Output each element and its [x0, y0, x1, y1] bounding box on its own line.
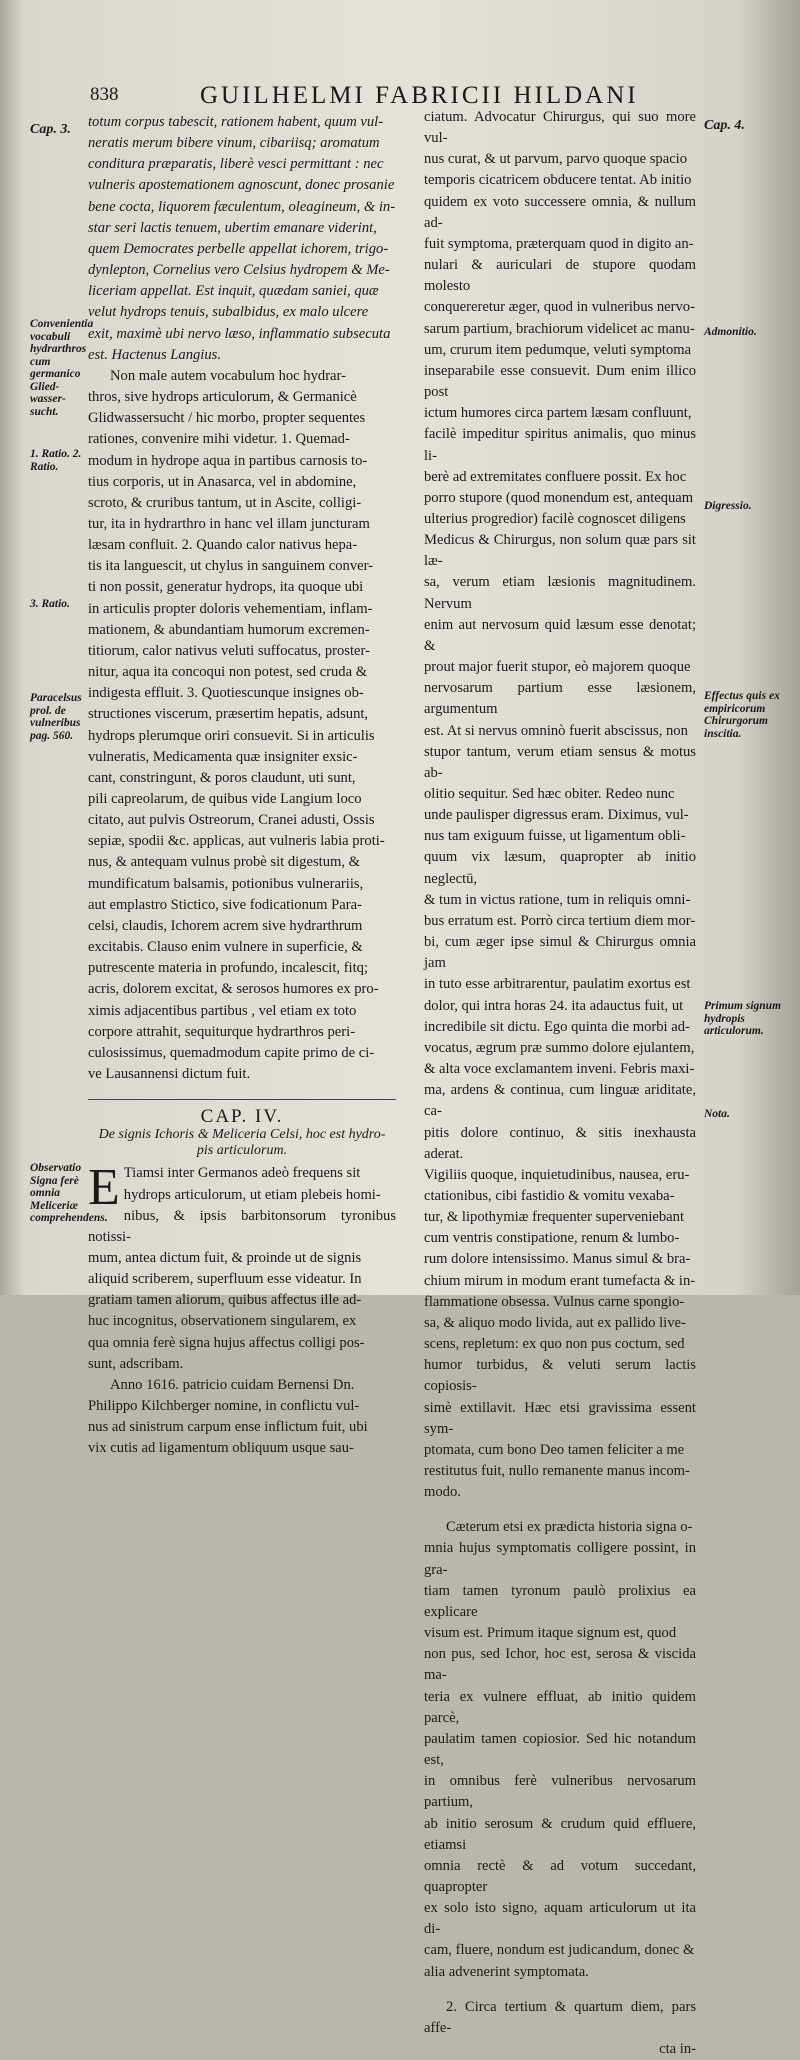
text-line: aliquid scriberem, superfluum esse videatur. In: [88, 1271, 362, 1288]
text-line: Glidwassersucht / hic morbo, propter sequentes: [88, 410, 366, 427]
text-line: rum dolore intensissimo. Manus simul & bra-: [424, 1251, 691, 1268]
text-line: Vigiliis quoque, inquietudinibus, nausea, eru-: [424, 1166, 690, 1183]
text-line: nervosarum partium esse læsionem, argumentum: [424, 680, 696, 718]
text-line: ciatum. Advocatur Chirurgus, qui suo more vul-: [424, 109, 696, 147]
text-line: modum in hydrope aqua in partibus carnosis to-: [88, 452, 368, 469]
text-line: bi, cum æger ipse simul & Chirurgus omnia jam: [424, 934, 696, 972]
margin-note-primum: Primum signum hydropis articulorum.: [704, 1000, 782, 1037]
text-line: dynlepton, Cornelius vero Celsius hydropem & Me-: [88, 262, 390, 279]
text-line: neratis merum bibere vinum, cibariisq; aromatum: [88, 135, 380, 152]
text-line: ve Lausannensi dictum fuit.: [88, 1066, 251, 1083]
text-line: cum ventris constipatione, renum & lumbo-: [424, 1230, 680, 1247]
text-line: scroto, & cruribus tantum, ut in Ascite, colligi-: [88, 494, 362, 511]
text-line: bene cocta, liquorem fæculentum, oleagineum, & in-: [88, 198, 396, 215]
text-line: ctationibus, cibi fastidio & vomitu vexaba-: [424, 1187, 675, 1204]
text-line: inseparabile esse consuevit. Dum enim illico post: [424, 362, 696, 401]
text-line: mum, antea dictum fuit, & proinde ut de signis: [88, 1249, 362, 1266]
text-line: simè extillavit. Hæc etsi gravissima essent sym-: [424, 1399, 696, 1437]
page-number: 838: [90, 84, 119, 105]
left-intro-paragraph: [88, 112, 396, 366]
text-line: temporis cicatricem obducere tentat. Ab initio: [424, 172, 692, 189]
text-line: porro stupore (quod monendum est, antequam: [424, 489, 694, 506]
text-line: ulterius progredior) facilè cognoscet diligens: [424, 510, 686, 527]
text-line: vix cutis ad ligamentum obliquum usque sau-: [88, 1440, 354, 1457]
margin-note-paracelsus: Paracelsus prol. de vulneribus pag. 560.: [30, 692, 82, 742]
text-line: visum est. Primum itaque signum est, quod: [424, 1625, 677, 1642]
text-line: star seri lactis tenuem, ubertim emanare viderint,: [88, 219, 377, 236]
text-line: Anno 1616. patricio cuidam Bernensi Dn.: [110, 1376, 355, 1393]
text-line: pitis dolore continuo, & sitis inexhausta aderat.: [424, 1124, 696, 1162]
text-line: totum corpus tabescit, rationem habent, quum vul-: [88, 114, 384, 130]
text-line: conquereretur æger, quod in vulneribus nervo-: [424, 299, 695, 316]
text-line: hydrops plerumque oriri consuevit. Si in articulis: [88, 727, 375, 744]
text-line: ximis adjacentibus partibus , vel etiam ex toto: [88, 1002, 357, 1019]
text-line: stupor tantum, verum etiam sensus & motus ab-: [424, 743, 696, 781]
text-line: exit, maximè ubi nervo læso, inflammatio subsecuta: [88, 325, 391, 342]
text-line: velut hydrops tenuis, subalbidus, ex malo ulcere: [88, 304, 369, 321]
text-line: nus ad sinistrum carpum ense inflictum fuit, ubi: [88, 1419, 368, 1436]
chapter-subtitle: [88, 1127, 396, 1159]
text-line: Medicus & Chirurgus, non solum quæ pars sit læ-: [424, 532, 696, 570]
text-line: cam, fluere, nondum est judicandum, donec &: [424, 1942, 695, 1959]
text-line: structiones viscerum, præsertim hepatis, adsunt,: [88, 706, 369, 723]
text-line: in omnibus ferè vulneribus nervosarum partium,: [424, 1773, 696, 1811]
text-line: ti non possit, generatur hydrops, ita quoque ubi: [88, 579, 364, 596]
subtitle-line: De signis Ichoris & Meliceria Celsi, hoc est hydro-: [98, 1127, 386, 1143]
closing-paragraph: [88, 1375, 396, 1460]
text-line: est. At si nervus omninò fuerit abscissus, non: [424, 722, 688, 739]
text-line: & alta voce exclamantem inveni. Febris maxi-: [424, 1061, 695, 1078]
text-line: excitabis. Clauso enim vulnere in superficie, &: [88, 939, 363, 956]
text-line: 2. Circa tertium & quartum diem, pars affe-: [424, 1998, 696, 2036]
text-line: omnia rectè & ad votum succedant, quapropter: [424, 1857, 696, 1895]
text-line: hydrops articulorum, ut etiam plebeis homi-: [123, 1186, 381, 1203]
text-line: indigesta effluit. 3. Quotiescunque insignes ob-: [88, 685, 364, 702]
text-line: chium mirum in modum erant tumefacta & in-: [424, 1272, 696, 1289]
text-line: scens, repletum: ex quo non pus coctum, sed: [424, 1336, 685, 1353]
text-line: in tuto esse arbitrarentur, paulatim exortus est: [424, 976, 691, 993]
text-line: prout major fuerit stupor, eò majorem quoque: [424, 659, 691, 676]
subtitle-line: pis articulorum.: [196, 1143, 288, 1159]
text-line: ma, ardens & continua, cum linguæ ariditate, ca-: [424, 1082, 696, 1120]
text-line: olitio sequitur. Sed hæc obiter. Redeo nunc: [424, 786, 675, 802]
text-line: pili capreolarum, de quibus vide Langium loco: [88, 791, 362, 807]
text-line: sa, verum etiam læsionis magnitudinem. Nervum: [424, 574, 696, 612]
margin-note-ratio-3: 3. Ratio.: [30, 598, 70, 610]
text-line: tur, & lipothymiæ frequenter superveniebant: [424, 1209, 685, 1226]
text-line: putrescente materia in profundo, incalescit, fitq;: [88, 960, 369, 977]
text-line: dolor, qui intra horas 24. ita adauctus fuit, ut: [424, 997, 684, 1014]
text-line: facilè impeditur spiritus animalis, quo minus li-: [424, 426, 696, 464]
paragraph-gap: [424, 1503, 696, 1517]
margin-note-cap3: Cap. 3.: [30, 122, 71, 137]
text-line: restitutus fuit, nullo remanente manus incom-: [424, 1463, 690, 1479]
text-line: Philippo Kilchberger nomine, in conflictu vul-: [88, 1398, 360, 1415]
text-line: ex solo isto signo, aquam articulorum ut ita di-: [424, 1900, 696, 1938]
text-line: mundificatum balsamis, potionibus vulnerariis,: [88, 875, 364, 892]
right-paragraph-2: [424, 1517, 696, 1982]
text-line: non pus, sed Ichor, hoc est, serosa & viscida ma-: [424, 1646, 696, 1684]
margin-note-convenientia: Convenientia vocabuli hydrarthros cum germanico Glied-wasser-sucht.: [30, 318, 94, 418]
text-line: alia advenerint symptomata.: [424, 1963, 589, 1980]
text-line: læsam confluit. 2. Quando calor nativus hepa-: [88, 537, 358, 554]
right-paragraph-3: [424, 1997, 696, 2060]
text-line: humor turbidus, & veluti serum lactis copiosis-: [424, 1357, 696, 1395]
text-line: cant, constringunt, & poros claudunt, uti sunt,: [88, 769, 356, 786]
running-head: GUILHELMI FABRICII HILDANI: [200, 82, 639, 109]
text-line: nibus, & ipsis barbitonsorum tyronibus notissi-: [88, 1207, 396, 1245]
text-line: vocatus, ægrum præ summo dolore ejulantem,: [424, 1039, 695, 1056]
text-line: nitur, aqua ita concoqui non potest, sed cruda &: [88, 664, 368, 681]
section-divider: [88, 1099, 396, 1100]
right-paragraph-1: [424, 107, 696, 1503]
text-line: huc incognitus, observationem singularem, ex: [88, 1313, 357, 1330]
text-line: mationem, & abundantiam humorum excremen-: [88, 621, 370, 638]
text-line: ab initio serosum & crudum quid effluere, etiamsi: [424, 1815, 696, 1853]
text-line: enim aut nervosum quid læsum esse denotat; &: [424, 616, 696, 654]
text-line: rationes, convenire mihi videtur. 1. Quemad-: [88, 431, 350, 448]
text-line: tis ita languescit, ut chylus in sanguinem conver-: [88, 558, 374, 575]
margin-note-effectus: Effectus quis ex empiricorum Chirurgorum inscitia.: [704, 690, 780, 740]
text-line: nus tam exiguum fuisse, ut ligamentum obli-: [424, 828, 686, 845]
left-column: [88, 112, 396, 1460]
text-line: um, crurum item pedumque, veluti symptoma: [424, 341, 692, 358]
text-line: liceriam appellat. Est inquit, quædam saniei, quæ: [88, 283, 379, 300]
text-line: mnia hujus symptomatis colligere possint, in gra-: [424, 1540, 696, 1578]
text-line: berè ad extremitates confluere possit. Ex hoc: [424, 468, 687, 485]
text-line: sarum partium, brachiorum videlicet ac manu-: [424, 320, 695, 337]
text-line: tius corporis, ut in Anasarca, vel in abdomine,: [88, 473, 357, 490]
text-line: quum vix læsum, quapropter ab initio neglectū,: [424, 849, 696, 887]
text-line: in articulis propter doloris vehementiam, inflam-: [88, 600, 373, 617]
text-line: nus, & antequam vulnus probè sit digestum, &: [88, 854, 360, 871]
margin-note-cap4: Cap. 4.: [704, 118, 745, 133]
text-line: flammatione obsessa. Vulnus carne spongio-: [424, 1293, 685, 1310]
text-line: nulari & auriculari de stupore quodam molesto: [424, 257, 696, 295]
margin-note-admonitio: Admonitio.: [704, 326, 757, 338]
text-line: sa, & aliquo modo livida, aut ex pallido live-: [424, 1314, 686, 1331]
text-line: culosissimus, quemadmodum capite primo de ci-: [88, 1044, 375, 1061]
text-line: ptomata, cum bono Deo tamen feliciter a me: [424, 1441, 685, 1458]
text-line: conditura præparatis, liberè vesci permittant : nec: [88, 156, 384, 173]
text-line: unde paulisper digressus eram. Diximus, vul-: [424, 807, 689, 824]
margin-note-ratio-1-2: 1. Ratio. 2. Ratio.: [30, 448, 82, 473]
text-line: gratiam tamen aliorum, quibus affectus ille ad-: [88, 1292, 362, 1309]
text-line: titiorum, calor nativus veluti suffocatus, proster-: [88, 642, 370, 659]
text-line: quidem ex voto successere omnia, & nullum ad-: [424, 193, 696, 231]
text-line: modo.: [424, 1484, 461, 1501]
text-line: cta in-: [659, 2041, 696, 2058]
text-line: citato, aut pulvis Ostreorum, Cranei adusti, Ossis: [88, 812, 375, 829]
text-line: vulneratis, Medicamenta quæ insigniter exsic-: [88, 748, 358, 765]
chapter-paragraph: [88, 1159, 396, 1375]
text-line: vulneris apostemationem agnoscunt, donec prosanie: [88, 177, 395, 194]
text-line: Tiamsi inter Germanos adeò frequens sit: [123, 1165, 361, 1182]
right-column: [424, 107, 696, 2060]
text-line: sunt, adscribam.: [88, 1355, 184, 1372]
text-line: celsi, claudis, Ichorem acrem sive hydrarthrum: [88, 917, 363, 934]
text-line: ictum humores circa partem læsam confluunt,: [424, 405, 692, 422]
drop-cap: E: [88, 1159, 120, 1217]
paragraph-gap: [424, 1983, 696, 1997]
margin-note-digressio: Digressio.: [704, 500, 752, 512]
text-line: tiam tamen tyronum paulò prolixius ea explicare: [424, 1582, 696, 1620]
text-line: sepiæ, spodii &c. applicas, aut vulneris labia proti-: [88, 833, 385, 850]
text-line: nus curat, & ut parvum, parvo quoque spacio: [424, 151, 688, 168]
text-line: quem Democrates perbelle appellat ichorem, trigo-: [88, 240, 389, 257]
text-line: qua omnia ferè signa hujus affectus colligi pos-: [88, 1334, 365, 1351]
text-line: teria ex vulnere effluat, ab initio quidem parcè,: [424, 1688, 696, 1726]
text-line: acris, dolorem excitat, & serosos humores ex pro-: [88, 981, 379, 998]
left-paragraph-2: [88, 366, 396, 1085]
chapter-heading: CAP. IV.: [200, 1106, 284, 1128]
text-line: corpore attrahit, sequiturque hydrarthros peri-: [88, 1023, 356, 1040]
text-line: thros, sive hydrops articulorum, & Germanicè: [88, 389, 357, 406]
text-line: aut emplastro Stictico, sive fodicationum Para-: [88, 896, 362, 913]
text-line: tur, ita in hydrarthro in hanc vel illam juncturam: [88, 515, 370, 532]
text-line: incredibile sit dictu. Ego quinta die morbi ad-: [424, 1018, 690, 1035]
text-line: Non male autem vocabulum hoc hydrar-: [110, 367, 346, 384]
margin-note-observatio: Observatio Signa ferè omnia Meliceriæ comprehendens.: [30, 1162, 108, 1224]
text-line: & tum in victus ratione, tum in reliquis omni-: [424, 891, 691, 908]
text-line: paulatim tamen copiosior. Sed hic notandum est,: [424, 1730, 696, 1769]
text-line: fuit symptoma, præterquam quod in digito an-: [424, 235, 694, 252]
margin-note-nota: Nota.: [704, 1108, 730, 1120]
text-line: bus erratum est. Porrò circa tertium diem mor-: [424, 912, 696, 929]
text-line: est. Hactenus Langius.: [88, 346, 221, 363]
text-line: Cæterum etsi ex prædicta historia signa o-: [446, 1519, 693, 1536]
